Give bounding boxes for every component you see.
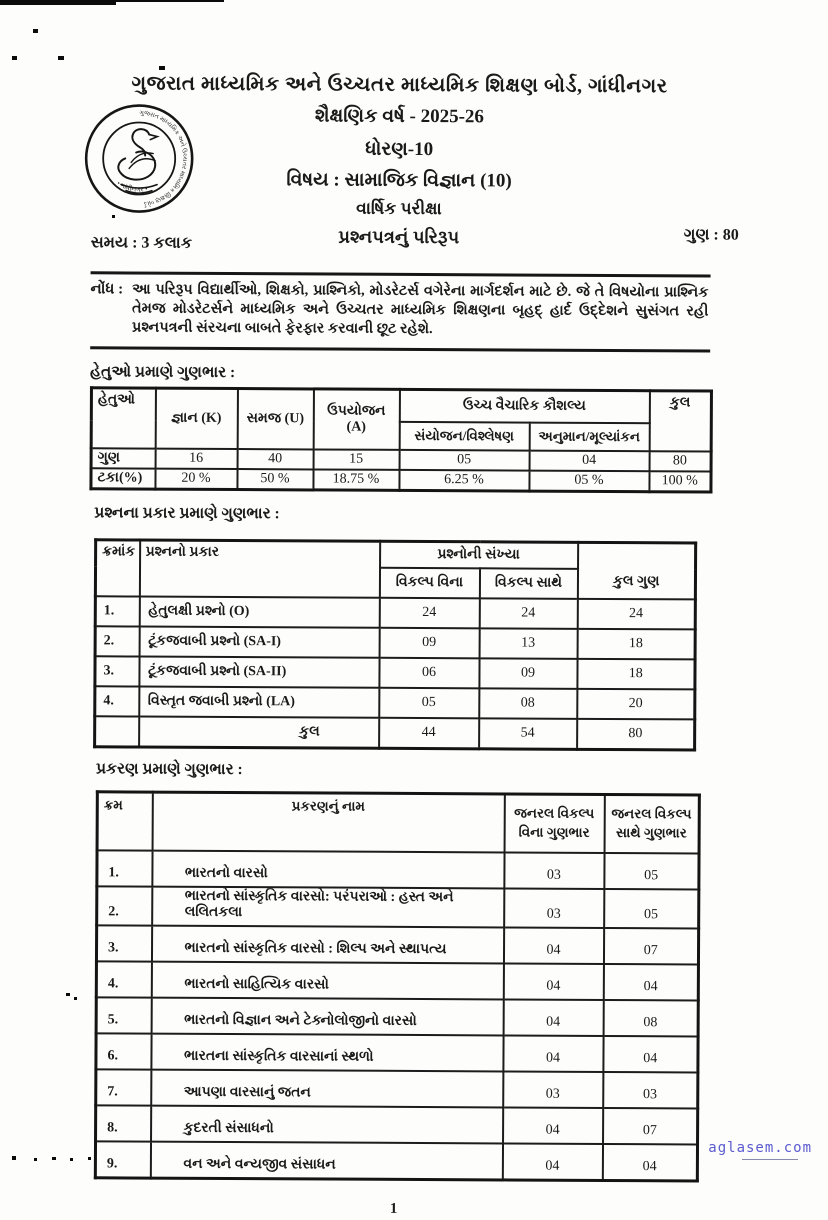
marks-cell: 15: [313, 449, 399, 469]
chapter-row: [96, 997, 698, 1036]
percent-cell: 20 %: [155, 468, 237, 489]
chapter-row: [96, 1105, 698, 1144]
marks-cell: 80: [649, 451, 711, 471]
without-option-cell: 04: [503, 1035, 603, 1072]
without-option-cell: 04: [503, 963, 603, 1000]
inference-evaluation-header-cell: અનુમાન/મૂલ્યાંકન: [529, 422, 649, 451]
serial-header-cell: ક્રમ: [97, 791, 152, 850]
chapter-name-cell: આપણા વારસાનું જતન: [151, 1069, 503, 1107]
paper-format-title: પ્રશ્નપત્રનું પરિરૂપ: [338, 226, 460, 248]
total-header-cell: કુલ: [649, 390, 711, 451]
percent-cell: 50 %: [237, 469, 313, 490]
understanding-header-cell: સમજ (U): [237, 388, 313, 449]
without-option-cell: 04: [502, 1143, 602, 1180]
chapter-row: [95, 1141, 697, 1181]
serial-cell: 2.: [95, 626, 139, 656]
time-allowed: સમય : 3 કલાક: [90, 234, 193, 252]
chapter-row: [97, 850, 699, 889]
question-type-cell: ટૂંકજવાબી પ્રશ્નો (SA-II): [139, 656, 379, 687]
note-section: [90, 271, 710, 352]
serial-header-cell: ક્રમાંક: [95, 539, 139, 596]
serial-cell: 4.: [95, 686, 139, 716]
question-type-row: [95, 686, 695, 719]
serial-cell: 5.: [96, 997, 151, 1033]
seal-bottom-text: • ગાંધીનગર •: [115, 179, 149, 194]
watermark-underline: [742, 1159, 798, 1160]
without-option-cell: 03: [504, 888, 604, 928]
objectives-header-cell: હેતુઓ: [91, 387, 155, 448]
without-option-cell: 24: [379, 597, 479, 628]
subject: વિષય : સામાજિક વિજ્ઞાન (10): [286, 169, 512, 192]
with-option-weight-header-cell: જનરલ વિકલ્પ સાથે ગુણભાર: [604, 794, 699, 853]
with-option-total-cell: 54: [479, 718, 577, 749]
question-type-weightage-title: પ્રશ્નના પ્રકાર પ્રમાણે ગુણભાર :: [94, 503, 280, 522]
question-type-cell: ટૂંકજવાબી પ્રશ્નો (SA-I): [139, 626, 379, 657]
objectives-weightage-table: [89, 386, 713, 493]
marks-cell: 04: [529, 450, 649, 471]
synthesis-analysis-header-cell: સંયોજન/વિશ્લેષણ: [399, 421, 529, 450]
chapter-row: [96, 961, 698, 1000]
marks-cell: 05: [399, 449, 529, 470]
total-marks-cell: 18: [577, 658, 695, 689]
percent-cell: 100 %: [649, 471, 711, 492]
serial-cell: 1.: [95, 596, 139, 626]
knowledge-header-cell: જ્ઞાન (K): [155, 388, 237, 449]
question-type-cell: હેતુલક્ષી પ્રશ્નો (O): [139, 596, 379, 627]
chapter-weightage-table: [94, 790, 701, 1182]
without-option-cell: 09: [379, 627, 479, 658]
chapter-row: [97, 886, 699, 928]
time-format-marks-row: [27, 225, 771, 255]
serial-cell: 8.: [96, 1105, 151, 1141]
percent-cell: 05 %: [529, 470, 649, 491]
question-type-row: [95, 656, 695, 689]
chapter-name-cell: ભારતનો સાંસ્કૃતિક વારસો : શિલ્પ અને સ્થાપત્ય: [151, 925, 503, 963]
standard: ધોરણ-10: [365, 138, 434, 161]
without-option-cell: 04: [503, 927, 603, 964]
total-marks: ગુણ : 80: [683, 226, 739, 244]
with-option-cell: 04: [603, 963, 698, 999]
serial-cell: 3.: [95, 656, 139, 686]
board-seal-logo: [83, 102, 196, 215]
exam-name: વાર્ષિક પરીક્ષા: [356, 198, 442, 219]
total-marks-header-cell: કુલ ગુણ: [577, 542, 695, 599]
without-option-cell: 05: [379, 687, 479, 718]
chapter-row: [96, 1069, 698, 1108]
without-option-total-cell: 44: [379, 717, 479, 748]
empty-cell: [95, 716, 139, 747]
chapter-row: [96, 925, 698, 964]
serial-cell: 2.: [97, 886, 152, 925]
with-option-cell: 04: [603, 1035, 698, 1071]
with-option-cell: 13: [479, 628, 577, 659]
chapter-row: [96, 1033, 698, 1072]
question-type-row: [95, 626, 695, 659]
chapter-weightage-title: પ્રકરણ પ્રમાણે ગુણભાર :: [95, 759, 243, 778]
row-label: ગુણ: [91, 448, 155, 468]
serial-cell: 4.: [96, 961, 151, 997]
with-option-cell: 07: [603, 927, 698, 963]
serial-cell: 1.: [97, 850, 152, 886]
marks-cell: 40: [237, 449, 313, 469]
with-option-cell: 05: [604, 852, 699, 888]
without-option-weight-header-cell: જનરલ વિકલ્પ વિના ગુણભાર: [504, 793, 604, 852]
row-label: ટકા(%): [91, 468, 155, 489]
question-type-row: [95, 596, 695, 629]
seal-ring-text: ગુજરાત માધ્યમિક અને ઉચ્ચતર માધ્યમિક શિક્ષણ બોર્ડ: [139, 109, 189, 208]
without-option-cell: 04: [503, 1107, 603, 1144]
watermark: [708, 1140, 812, 1160]
serial-cell: 7.: [96, 1069, 151, 1105]
watermark-text: aglasem.com: [708, 1140, 812, 1156]
chapter-name-cell: ભારતના સાંસ્કૃતિક વારસાનાં સ્થળો: [151, 1033, 503, 1071]
total-marks-cell: 20: [577, 688, 695, 719]
total-label-cell: કુલ: [139, 716, 379, 748]
without-option-cell: 04: [503, 999, 603, 1036]
with-option-header-cell: વિકલ્પ સાથે: [479, 568, 577, 599]
question-type-total-row: [95, 716, 695, 750]
with-option-cell: 24: [479, 598, 577, 629]
without-option-header-cell: વિકલ્પ વિના: [379, 567, 479, 598]
serial-cell: 3.: [96, 925, 151, 961]
note-text: આ પરિરૂપ વિદ્યાર્થીઓ, શિક્ષકો, પ્રાશ્નિકો, મોડરેટર્સ વગેરેના માર્ગદર્શન માટે છે. જે તે વિષયોના પ્રાશ્નિક તેમજ મોડરેટર્સને માધ્યમિક અને ઉચ્ચતર માધ્યમિક શિક્ષણના બૃહદ્ હાર્દ ઉદ્દેશને સુસંગત રહી પ્રશ્નપત્રની સંરચના બાબતે ફેરફાર કરવાની છૂટ રહેશે.: [131, 281, 709, 337]
with-option-cell: 08: [603, 999, 698, 1035]
percentage-row: [91, 468, 711, 492]
chapter-name-header-cell: પ્રકરણનું નામ: [152, 792, 504, 852]
note-label: નોંધ :: [90, 281, 124, 298]
chapter-name-cell: વન અને વન્યજીવ સંસાધન: [150, 1141, 502, 1179]
objectives-weightage-title: હેતુઓ પ્રમાણે ગુણભાર :: [90, 362, 236, 381]
without-option-cell: 03: [504, 852, 604, 889]
serial-cell: 9.: [95, 1141, 150, 1178]
with-option-cell: 05: [604, 888, 699, 927]
total-marks-cell: 24: [577, 598, 695, 629]
grand-total-cell: 80: [577, 718, 695, 749]
academic-year: શૈક્ષણિક વર્ષ - 2025-26: [314, 105, 484, 128]
total-marks-cell: 18: [577, 628, 695, 659]
with-option-cell: 04: [602, 1143, 697, 1180]
marks-cell: 16: [155, 448, 237, 468]
with-option-cell: 07: [603, 1107, 698, 1143]
chapter-name-cell: ભારતનો સાંસ્કૃતિક વારસો: પરંપરાઓ : હસ્ત અને લલિતકલા: [152, 886, 504, 927]
question-count-header-cell: પ્રશ્નોની સંખ્યા: [380, 541, 578, 569]
with-option-cell: 08: [479, 688, 577, 719]
percent-cell: 6.25 %: [399, 469, 529, 490]
page-number: 1: [389, 1200, 398, 1217]
without-option-cell: 06: [379, 657, 479, 688]
question-type-header-cell: પ્રશ્નનો પ્રકાર: [139, 540, 379, 598]
chapter-name-cell: ભારતનો વિજ્ઞાન અને ટેક્નોલોજીનો વારસો: [151, 997, 503, 1035]
with-option-cell: 03: [603, 1071, 698, 1107]
chapter-name-cell: કુદરતી સંસાધનો: [151, 1105, 503, 1143]
chapter-name-cell: ભારતનો સાહિત્યિક વારસો: [151, 961, 503, 999]
with-option-cell: 09: [479, 658, 577, 689]
board-name: ગુજરાત માધ્યમિક અને ઉચ્ચતર માધ્યમિક શિક્ષણ બોર્ડ, ગાંધીનગર: [131, 72, 668, 98]
chapter-name-cell: ભારતનો વારસો: [152, 850, 504, 888]
question-type-weightage-table: [93, 538, 697, 751]
hots-header-cell: ઉચ્ચ વૈચારિક કૌશલ્ય: [399, 389, 649, 423]
question-type-cell: વિસ્તૃત જવાબી પ્રશ્નો (LA): [139, 686, 379, 717]
application-header-cell: ઉપયોજન (A): [313, 388, 399, 449]
without-option-cell: 03: [503, 1071, 603, 1108]
serial-cell: 6.: [96, 1033, 151, 1069]
percent-cell: 18.75 %: [313, 469, 399, 490]
